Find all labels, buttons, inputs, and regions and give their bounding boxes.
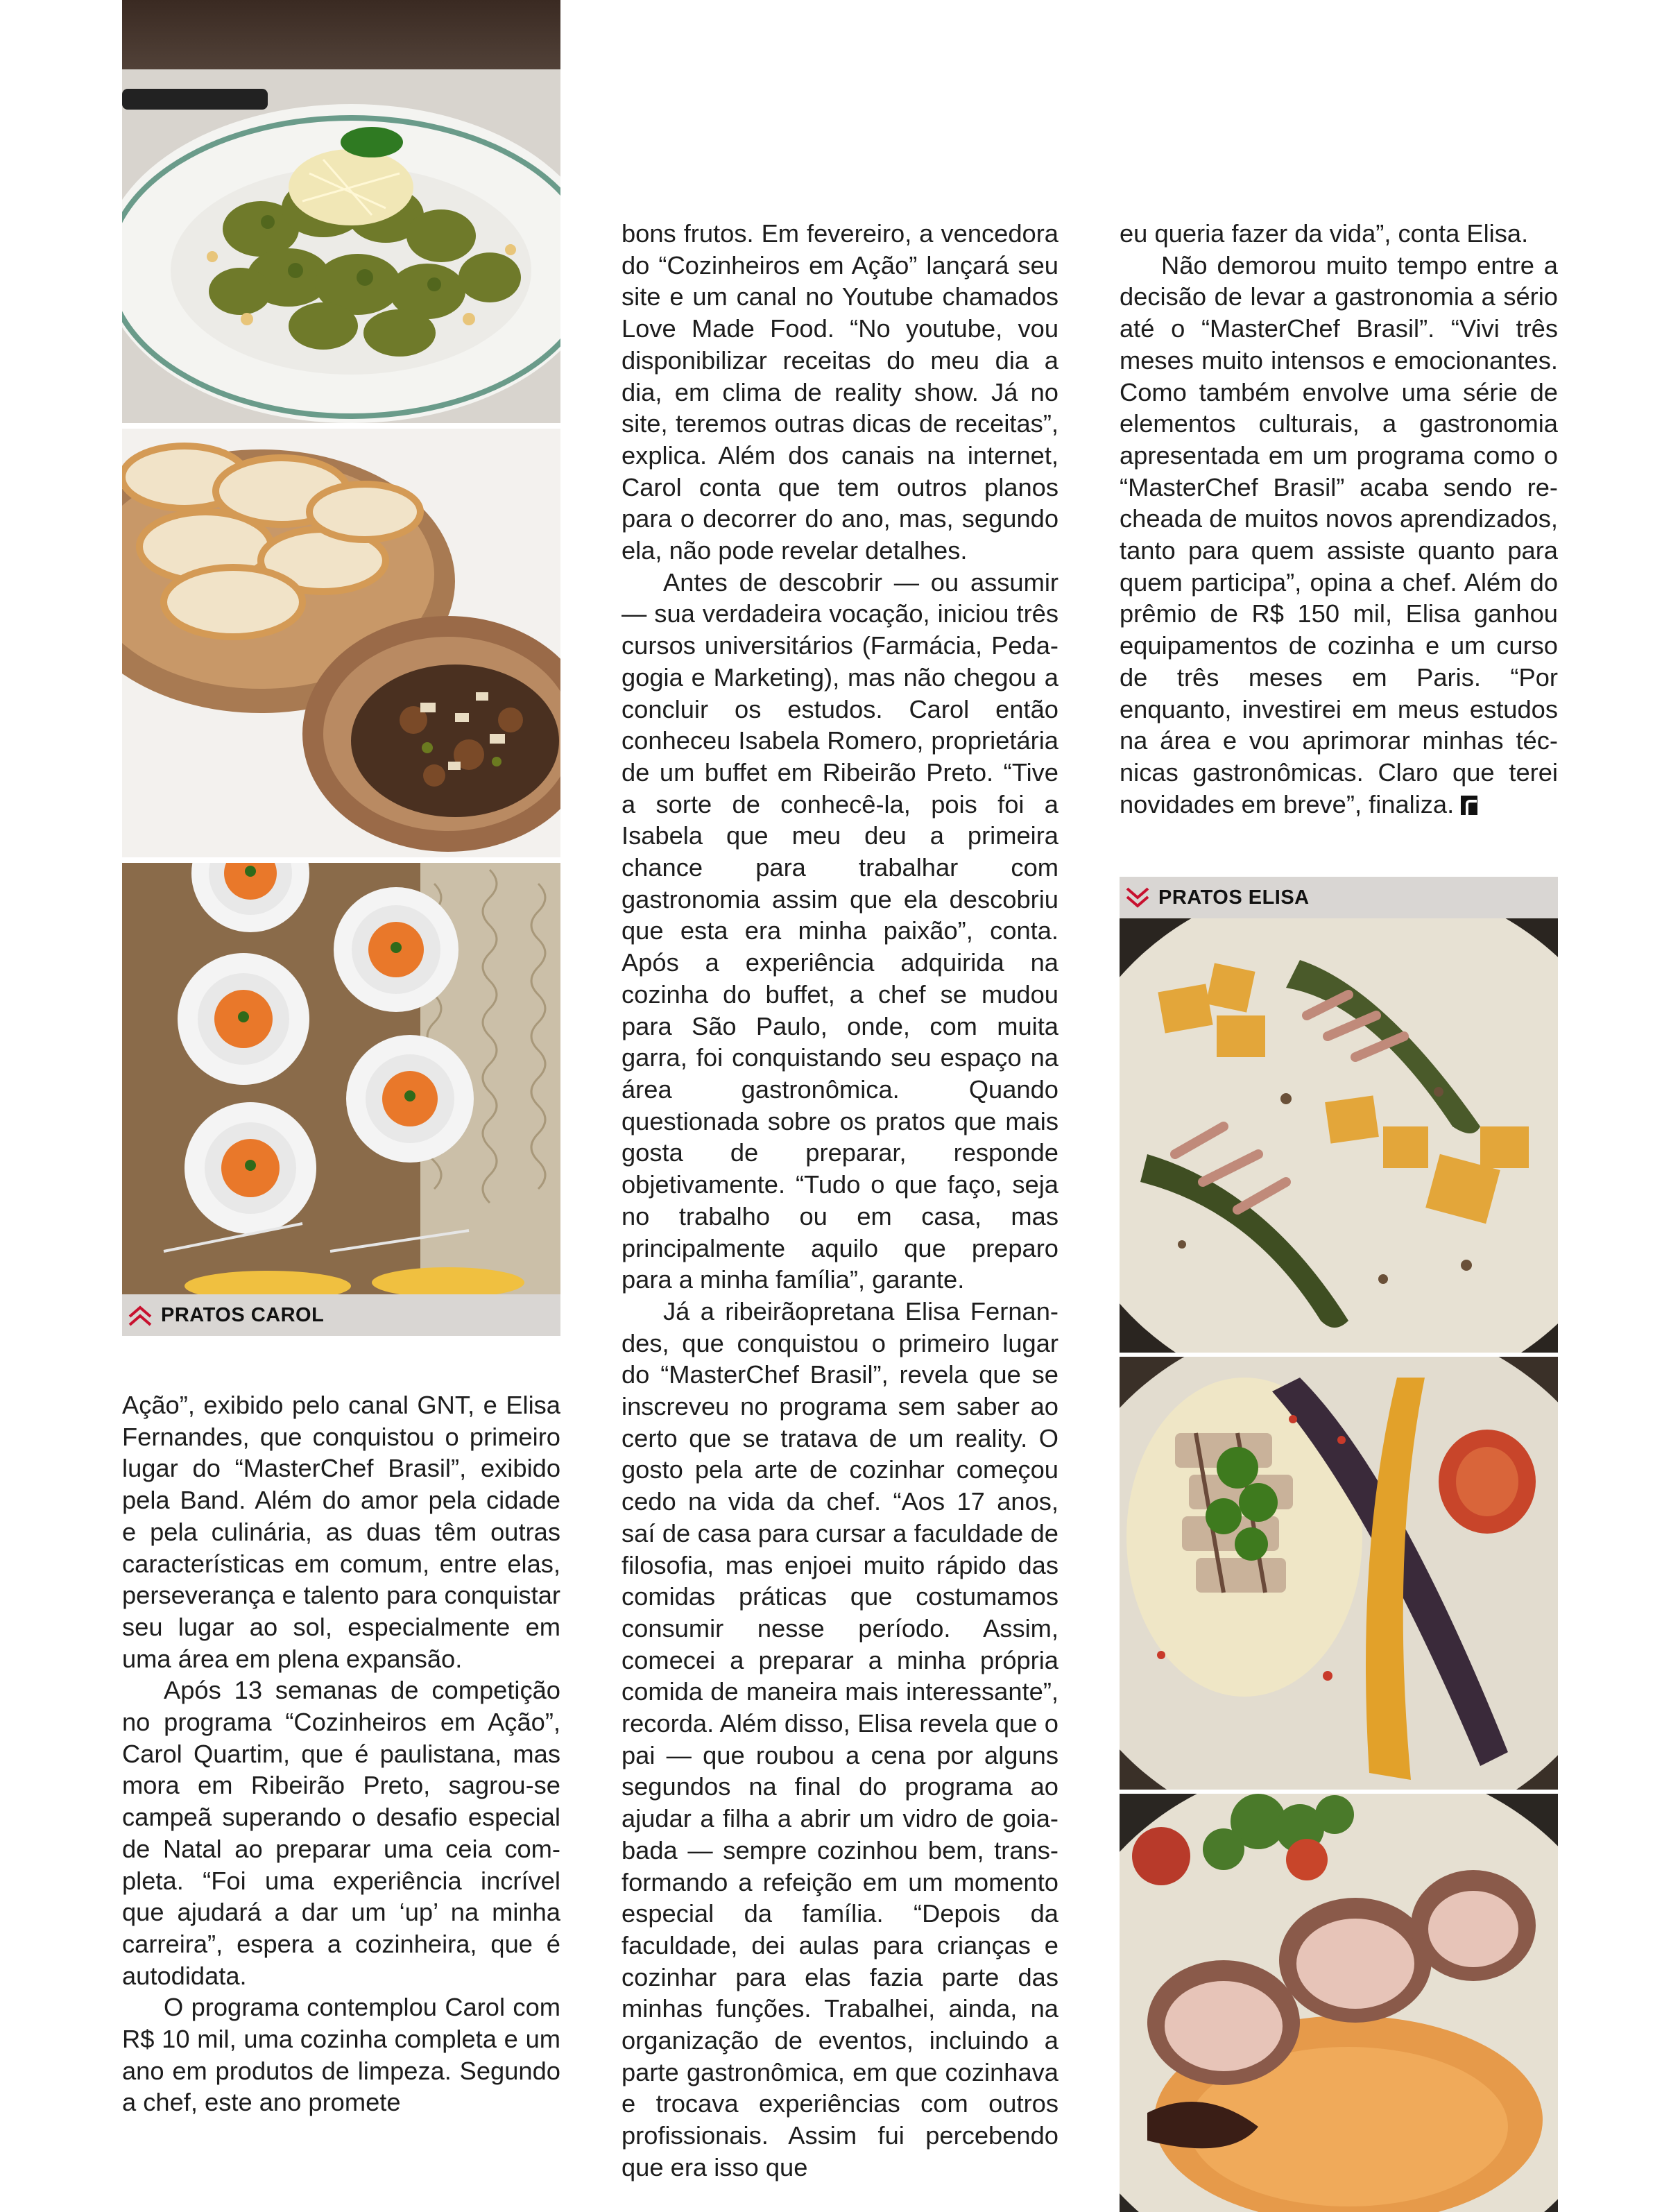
- caption-label: PRATOS ELISA: [1158, 886, 1310, 909]
- paragraph: Após 13 semanas de competição no programa “Cozinheiros em Ação”, Carol Quartim, que é paulistana, mas mora em Ribeirão Preto, sagrou-se campeã superando o desafio especial de Natal ao preparar uma ceia completa. “Foi uma experiência incrível que ajudará a dar um ‘up’ na minha carreira”, espera a cozinheira, que é autodidata.: [122, 1676, 560, 1990]
- caption-pratos-carol: [122, 1294, 560, 1336]
- caption-pratos-elisa: [1120, 877, 1558, 918]
- article-column-3: [1120, 218, 1558, 820]
- photo-tartare-cups: [122, 863, 560, 1294]
- paragraph: Antes de descobrir — ou assumir — sua verdadeira vocação, iniciou três cursos universitários (Farmácia, Pedagogia e Marketing), mas não chegou a concluir os estudos. Carol então conheceu Isabela Romero, proprietária de um buffet em Ribeirão Preto. “Tive a sorte de conhecê-la, pois foi a Isabela que meu deu a primeira chance para trabalhar com gastronomia assim que ela descobriu que esta era minha paixão”, conta. Após a experiência adquirida na cozinha do buffet, a chef se mudou para São Paulo, onde, com muita garra, foi conquistando seu espaço na área gastronômica. Quando questionada sobre os pratos que mais gosta de preparar, responde objetivamente. “Tudo o que faço, seja no trabalho ou em casa, mas principalmente aquilo que preparo para a minha família”, garante.: [622, 567, 1058, 1294]
- paragraph: eu queria fazer da vida”, conta Elisa.: [1120, 219, 1529, 248]
- photo-chicken-vegetables: [1120, 1357, 1558, 1790]
- paragraph: Já a ribeirãopretana Elisa Fernandes, que conquistou o primeiro lugar do “MasterChef Brasil”, revela que se inscreveu no programa sem saber ao certo que se tratava de um reality. O gosto pela arte de cozinhar começou cedo na vida da chef. “Aos 17 anos, saí de casa para cursar a faculdade de filosofia, mas enjoei muito rápido das comidas práticas que costumamos consumir nesse período. Assim, comecei a preparar a minha própria comida de maneira mais interessante”, recorda. Além disso, Elisa revela que o pai — que roubou a cena por alguns segundos na final do programa ao ajudar a filha a abrir um vidro de goiabada — sempre cozinhou bem, transformando a refeição em um momento especial da família. “Depois da faculdade, dei aulas para crianças e cozinhar para elas fazia parte das minhas funções. Trabalhei, ainda, na organização de eventos, incluindo a parte gastronômica, em que cozinhava e trocava experiências com outros profissionais. Assim fui percebendo que era isso que: [622, 1296, 1058, 2181]
- chevron-up-double-icon: [126, 1301, 154, 1329]
- paragraph: bons frutos. Em fevereiro, a vencedora do “Cozinheiros em Ação” lançará seu site e um canal no Youtube chamados Love Made Food. “No youtube, vou disponibilizar receitas do meu dia a dia, em clima de reality show. Já no site, teremos outras dicas de receitas”, explica. Além dos canais na internet, Carol conta que tem outros planos para o decorrer do ano, mas, segundo ela, não pode revelar detalhes.: [622, 219, 1058, 565]
- photo-squash-zucchini: [1120, 918, 1558, 1353]
- paragraph: [1120, 250, 1558, 821]
- article-column-1: [122, 1389, 560, 2118]
- end-mark-icon: [1461, 796, 1477, 815]
- photo-bread-caponata: [122, 429, 560, 857]
- chevron-down-double-icon: [1124, 884, 1151, 911]
- photo-gnocchi-pesto: [122, 0, 560, 423]
- paragraph: O programa contemplou Carol com R$ 10 mil, uma cozinha completa e um ano em produtos de limpeza. Segundo a chef, este ano promete: [122, 1993, 560, 2117]
- paragraph: Ação”, exibido pelo canal GNT, e Elisa Fernandes, que conquistou o primeiro lugar do “MasterChef Brasil”, exibido pela Band. Além do amor pela cidade e pela culinária, as duas têm outras características em comum, entre elas, perseverança e talento para conquistar seu lugar ao sol, especialmente em uma área em plena expansão.: [122, 1391, 560, 1673]
- article-column-2: [622, 218, 1058, 2184]
- photo-pork-puree: [1120, 1794, 1558, 2212]
- caption-label: PRATOS CAROL: [161, 1303, 325, 1326]
- paragraph-text: Não demorou muito tempo entre a decisão de levar a gastronomia a sério até o “MasterChef Brasil”. “Vivi três meses muito intensos e emocionantes. Como também envolve uma série de elementos culturais, a gastronomia apresentada em um programa como o “MasterChef Brasil” acaba sendo recheada de muitos novos aprendizados, tanto para quem assiste quanto para quem participa”, opina a chef. Além do prêmio de R$ 150 mil, Elisa ganhou equipamentos de cozinha e um curso de três meses em Paris. “Por enquanto, investirei em meus estudos na área e vou aprimorar minhas técnicas gastronômicas. Claro que terei novidades em breve”, finaliza.: [1120, 250, 1558, 818]
